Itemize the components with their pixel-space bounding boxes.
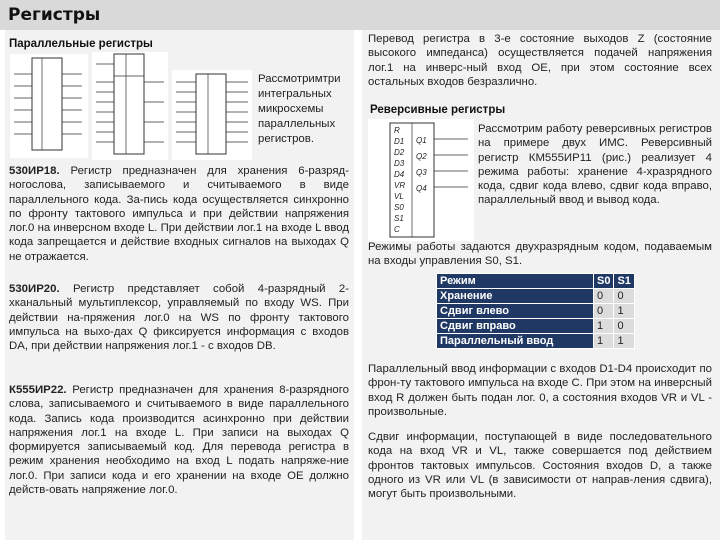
table-cell: 1 (594, 334, 614, 349)
table-header-cell: Режим (437, 274, 594, 289)
table-row (437, 289, 635, 304)
modes-paragraph: Режимы работы задаются двухразрядным кодом, подаваемым на входы управления S0, S1. (368, 241, 712, 268)
chip-diagram-ir22 (172, 70, 252, 160)
table-cell: 0 (614, 289, 634, 304)
ir18-description (9, 164, 349, 264)
three-state-paragraph: Перевод регистра в 3-е состояние выходов Z (состояние высокого импеданса) осуществляется подачей напряжения лог.1 на инверс-ный вход OE, при этом состояние всех остальных входов безразлично. (368, 33, 712, 88)
chip-pin-label: C (394, 225, 400, 234)
ir20-text: Регистр представляет собой 4-разрядный 2-хканальный мультиплексор, управляемый по входу WS. При действии на-пряжения лог.0 на WS по фронту тактового импульса на выхо-дах Q фиксируется информация с входов DA, при действии напряжения лог.1 - с входов DB. (9, 283, 349, 353)
parallel-registers-heading: Параллельные регистры (9, 38, 153, 50)
figure-caption: Рассмотримтри интегральных микросхемы параллельных регистров. (258, 73, 341, 145)
table-header-cell: S1 (614, 274, 634, 289)
chip-pin-label: Q3 (416, 168, 427, 177)
table-cell: 0 (594, 304, 614, 319)
ir22-name: К555ИР22. (9, 384, 67, 396)
reversible-description: Рассмотрим работу реверсивных регистров на примере двух ИМС. Реверсивный регистр КМ555ИР11 (рис.) реализует 4 режима работы: хранение 4-хразрядного кода, сдвиг кода влево, сдвиг кода вправо, параллельный ввод и вывод кода. (478, 123, 712, 207)
chip-pin-label: VL (394, 192, 404, 201)
chip-pin-label: S0 (394, 203, 404, 212)
table-cell: 1 (614, 304, 634, 319)
chip-pin-label: D2 (394, 148, 405, 157)
chip-pin-label: D4 (394, 170, 405, 179)
table-cell: 0 (594, 289, 614, 304)
modes-table (436, 273, 635, 349)
chip-pin-label: D3 (394, 159, 405, 168)
chip-pin-label: S1 (394, 214, 404, 223)
table-row (437, 334, 635, 349)
chip-pin-label: VR (394, 181, 406, 190)
chip-pin-label: R (394, 126, 400, 135)
chip-pin-label: Q4 (416, 184, 427, 193)
table-cell: Сдвиг влево (437, 304, 594, 319)
table-row (437, 319, 635, 334)
page-title: Регистры (8, 5, 101, 25)
table-header-cell: S0 (594, 274, 614, 289)
table-header-row (437, 274, 635, 289)
ir22-description (9, 383, 349, 497)
chip-pin-label: Q2 (416, 152, 427, 161)
chip-diagram-ir18 (10, 54, 88, 158)
table-cell: 0 (614, 319, 634, 334)
chip-pin-label: Q1 (416, 136, 427, 145)
ir18-text: Регистр предназначен для хранения 6-разряд-ногослова, записываемого и считываемого в виде параллельного кода. За-пись кода осуществляется синхронно по фронту тактового импульса и при действии напряжения лог.0 на инверсном входе L. При действии лог.1 на входе L ввод кода запрещается и действие входных сигналов на выходах Q не отражается. (9, 165, 349, 263)
ir20-name: 530ИР20. (9, 283, 60, 295)
ir20-description (9, 282, 349, 353)
table-cell: 1 (594, 319, 614, 334)
table-cell: Параллельный ввод (437, 334, 594, 349)
chip-diagram-ir20 (92, 52, 168, 160)
chip-pin-label: D1 (394, 137, 405, 146)
table-row (437, 304, 635, 319)
table-cell: Сдвиг вправо (437, 319, 594, 334)
shift-paragraph: Сдвиг информации, поступающей в виде последовательного кода на вход VR и VL, также совершается под действием фронтов тактовых импульсов. Состояния входов D, а также одного из VR или VL (в зависимости от направ-ления сдвига), могут быть произвольными. (368, 431, 712, 501)
title-bar (0, 0, 720, 30)
chip-diagram-ir11 (368, 119, 474, 241)
table-cell: 1 (614, 334, 634, 349)
table-cell: Хранение (437, 289, 594, 304)
reversible-registers-heading: Реверсивные регистры (370, 104, 506, 116)
ir22-text: Регистр предназначен для хранения 8-разрядного слова, записываемого и считываемого в виде параллельного кода. Запись кода производится асинхронно при действии напряжения лог.1 на входе L. При записи на выходах Q формируется записываемый код. Для перевода регистра в режим хранения необходимо на вход L подать напряже-ние лог.0. При записи кода и его хранении на входе OE должно действ-овать напряжение лог.0. (9, 384, 349, 497)
ir18-name: 530ИР18. (9, 165, 60, 177)
parallel-input-paragraph: Параллельный ввод информации с входов D1-D4 происходит по фрон-ту тактового импульса на входе C. При этом на инверсный вход R должен быть подан лог. 0, а состояния входов VR и VL - произвольные. (368, 363, 712, 418)
